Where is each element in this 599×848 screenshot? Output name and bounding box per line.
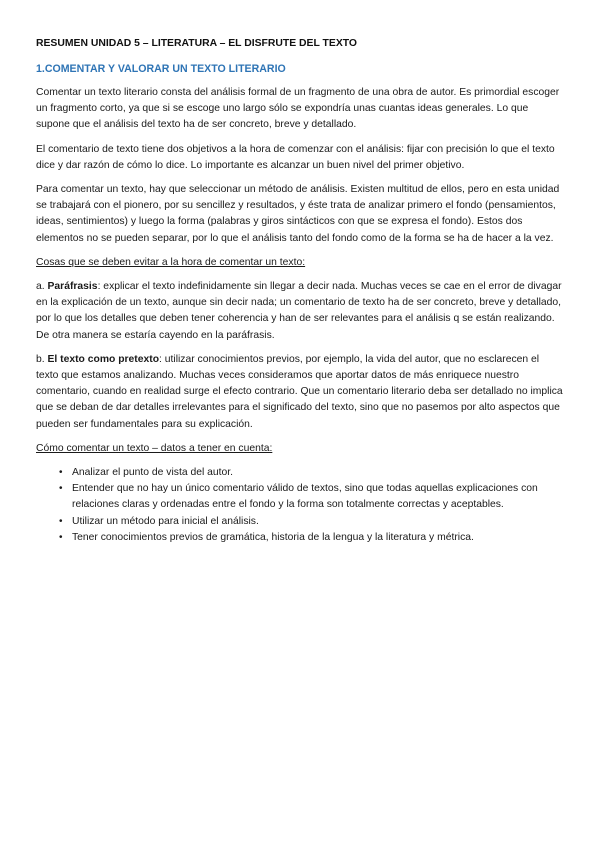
avoid-item-prefix: a.: [36, 281, 48, 293]
avoid-item-term: Paráfrasis: [47, 281, 98, 293]
avoid-item-parafrasis: [36, 279, 563, 344]
paragraph-method: Para comentar un texto, hay que seleccionar un método de análisis. Existen multitud de ellos, pero en esta unidad se trabajará con el pionero, por su sencillez y resultados, y éste trata de analizar primero el fondo (pensamientos, ideas, sentimientos) y luego la forma (palabras y giros sintácticos con que se expresa el fondo). Estos dos elementos no se pueden separar, por lo que el análisis tanto del fondo como de la forma se ha de hacer a la vez.: [36, 184, 560, 244]
avoid-subheading: Cosas que se deben evitar a la hora de comentar un texto:: [36, 256, 306, 268]
paragraph-intro: Comentar un texto literario consta del análisis formal de un fragmento de una obra de autor. Es primordial escoger un fragmento corto, ya que si se escoge uno largo sólo se expondría unas cuantas ideas generales. Lo que supone que el análisis del texto ha de ser concreto, breve y detallado.: [36, 87, 560, 131]
bullet-icon: •: [59, 483, 63, 495]
how-subheading: Cómo comentar un texto – datos a tener en cuenta:: [36, 442, 273, 454]
list-item-text: Tener conocimientos previos de gramática, historia de la lengua y la literatura y métrica.: [72, 531, 474, 543]
list-item-text: Entender que no hay un único comentario válido de textos, sino que todas aquellas explicaciones con relaciones claras y ordenadas entre el fondo y la forma son totalmente correctas y aceptables.: [72, 483, 538, 511]
bullet-icon: •: [59, 531, 63, 543]
list-item: [59, 481, 563, 513]
list-item-text: Utilizar un método para inicial el análisis.: [72, 515, 259, 527]
bullet-icon: •: [59, 515, 63, 527]
avoid-item-term: El texto como pretexto: [47, 353, 160, 365]
bullet-icon: •: [59, 467, 63, 479]
document-title: RESUMEN UNIDAD 5 – LITERATURA – EL DISFRUTE DEL TEXTO: [36, 38, 357, 49]
list-item: [59, 465, 563, 481]
section-heading: 1.COMENTAR Y VALORAR UN TEXTO LITERARIO: [36, 63, 286, 75]
avoid-item-text: : explicar el texto indefinidamente sin llegar a decir nada. Muchas veces se cae en el error de divagar en la explicación de un texto, aunque sin decir nada; un comentario de texto ha de ser concreto, breve y detallado, por lo que los detalles que deben tener coherencia y han de ser relevantes para el análisis q se están realizando. De otra manera se estaría cayendo en la paráfrasis.: [36, 281, 562, 341]
list-item: [59, 514, 563, 530]
list-item: [59, 530, 563, 546]
avoid-item-pretexto: [36, 352, 563, 433]
paragraph-objectives: El comentario de texto tiene dos objetivos a la hora de comenzar con el análisis: fijar con precisión lo que el texto dice y dar razón de cómo lo dice. Lo importante es alcanzar un buen nivel del primer objetivo.: [36, 143, 555, 171]
avoid-item-text: : utilizar conocimientos previos, por ejemplo, la vida del autor, que no esclarecen el texto que estamos analizando. Muchas veces consideramos que aportar datos de más enriquece nuestro comentario, cuando en realidad surge el efecto contrario. Que un comentario literario deba ser detallado no implica que se deban de dar detalles irrelevantes para el significado del texto, sino que no pasemos por alto aspectos que pueden ser fundamentales para su explicación.: [36, 353, 563, 430]
list-item-text: Analizar el punto de vista del autor.: [72, 467, 234, 479]
avoid-item-prefix: b.: [36, 353, 48, 365]
how-list: [36, 465, 563, 546]
